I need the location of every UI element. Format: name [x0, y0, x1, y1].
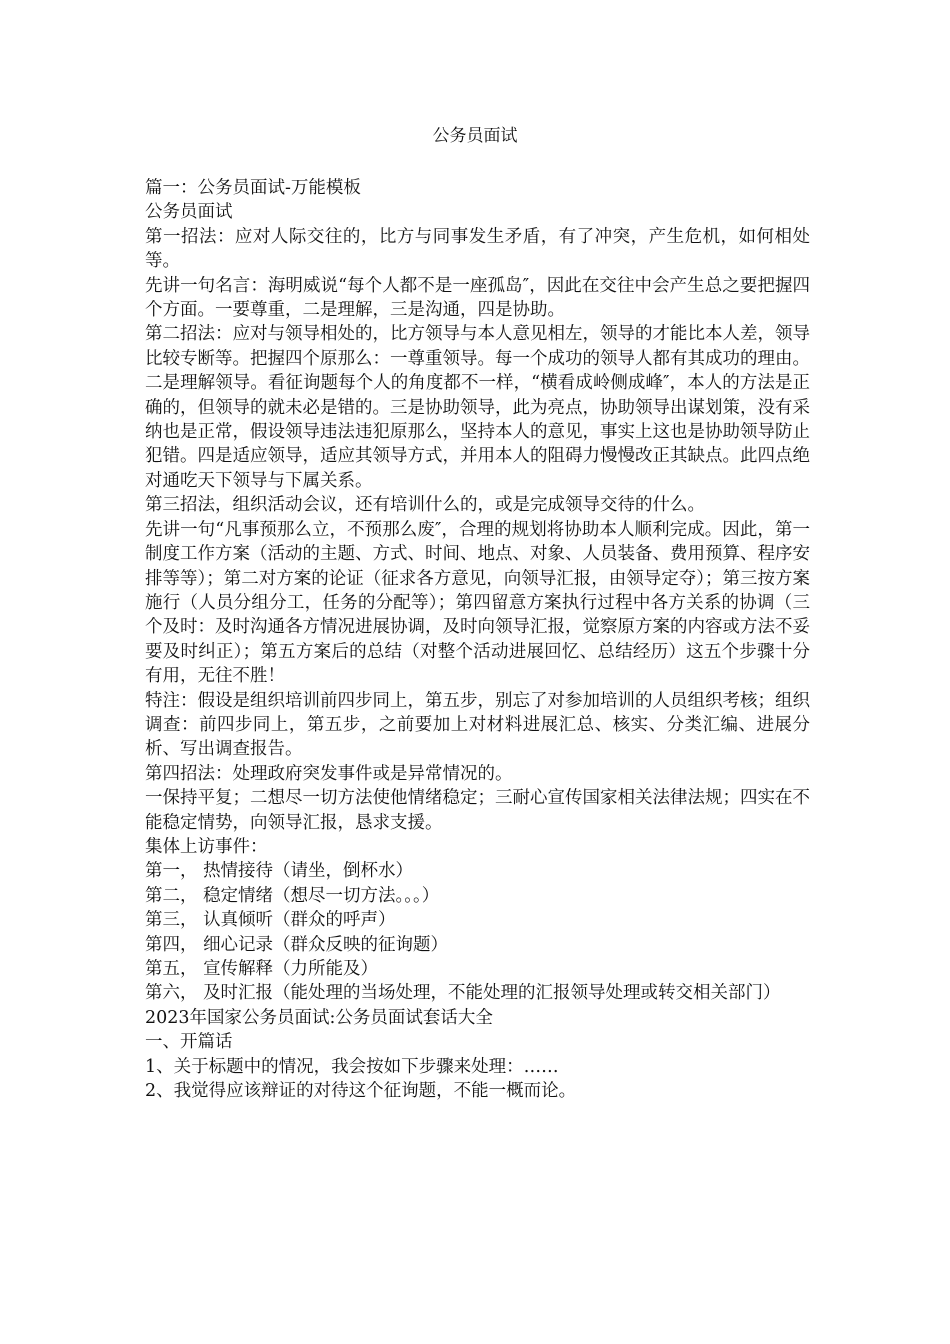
paragraph: 一保持平复；二想尽一切方法使他情绪稳定；三耐心宣传国家相关法律法规；四实在不能稳定情势，向领导汇报，恳求支援。 — [145, 788, 810, 833]
paragraph: 篇一：公务员面试-万能模板 — [145, 178, 361, 198]
paragraph: 第一， 热情接待（请坐，倒杯水） — [145, 861, 414, 882]
document-title: 公务员面试 — [432, 126, 518, 146]
paragraph: 第三招法，组织活动会议，还有培训什么的，或是完成领导交待的什么。 — [145, 495, 705, 516]
paragraph: 第一招法：应对人际交往的，比方与同事发生矛盾，有了冲突，产生危机，如何相处等。 — [145, 226, 810, 272]
paragraph: 第二招法：应对与领导相处的，比方领导与本人意见相左，领导的才能比本人差，领导比较专断等。把握四个原那么：一尊重领导。每一个成功的领导人都有其成功的理由。二是理解领导。看征询题每个人的角度都不一样，“横看成岭侧成峰″，本人的方法是正确的，但领导的就未必是错的。三是协助领导，此为亮点，协助领导出谋划策，没有采纳也是正常，假设领导违法违犯原那么，坚持本人的意见，事实上这也是协助领导防止犯错。四是适应领导，适应其领导方式，并用本人的阻碍力慢慢改正其缺点。此四点绝对通吃天下领导与下属关系。 — [145, 324, 810, 491]
document-body — [145, 176, 810, 1103]
paragraph: 先讲一句“凡事预那么立，不预那么废″，合理的规划将协助本人顺利完成。因此，第一制度工作方案（活动的主题、方式、时间、地点、对象、人员装备、费用预算、程序安排等等）；第二对方案的论证（征求各方意见，向领导汇报，由领导定夺）；第三按方案施行（人员分组分工，任务的分配等）；第四留意方案执行过程中各方关系的协调（三个及时：及时沟通各方情况进展协调，及时向领导汇报，觉察原方案的内容或方法不妥要及时纠正）；第五方案后的总结（对整个活动进展回忆、总结经历）这五个步骤十分有用，无往不胜！ — [145, 519, 810, 687]
paragraph: 第四， 细心记录（群众反映的征询题） — [145, 934, 449, 955]
paragraph: 1、关于标题中的情况，我会按如下步骤来处理：…… — [145, 1056, 559, 1077]
paragraph: 第四招法：处理政府突发事件或是异常情况的。 — [145, 763, 513, 784]
paragraph: 2023年国家公务员面试:公务员面试套话大全 — [145, 1007, 493, 1028]
paragraph: 一、开篇话 — [145, 1032, 233, 1053]
paragraph: 第五， 宣传解释（力所能及） — [145, 959, 379, 979]
paragraph: 第三， 认真倾听（群众的呼声） — [145, 910, 396, 931]
paragraph: 2、我觉得应该辩证的对待这个征询题，不能一概而论。 — [145, 1081, 577, 1102]
paragraph: 集体上访事件： — [145, 836, 268, 857]
paragraph: 特注：假设是组织培训前四步同上，第五步，别忘了对参加培训的人员组织考核；组织调查：前四步同上，第五步，之前要加上对材料进展汇总、核实、分类汇编、进展分析、写出调查报告。 — [145, 690, 810, 760]
paragraph: 先讲一句名言：海明威说“每个人都不是一座孤岛″，因此在交往中会产生总之要把握四个方面。一要尊重，二是理解，三是沟通，四是协助。 — [145, 275, 810, 321]
paragraph: 第六， 及时汇报（能处理的当场处理，不能处理的汇报领导处理或转交相关部门） — [145, 983, 781, 1004]
paragraph: 第二， 稳定情绪（想尽一切方法。。。） — [145, 885, 440, 906]
paragraph: 公务员面试 — [145, 202, 233, 223]
